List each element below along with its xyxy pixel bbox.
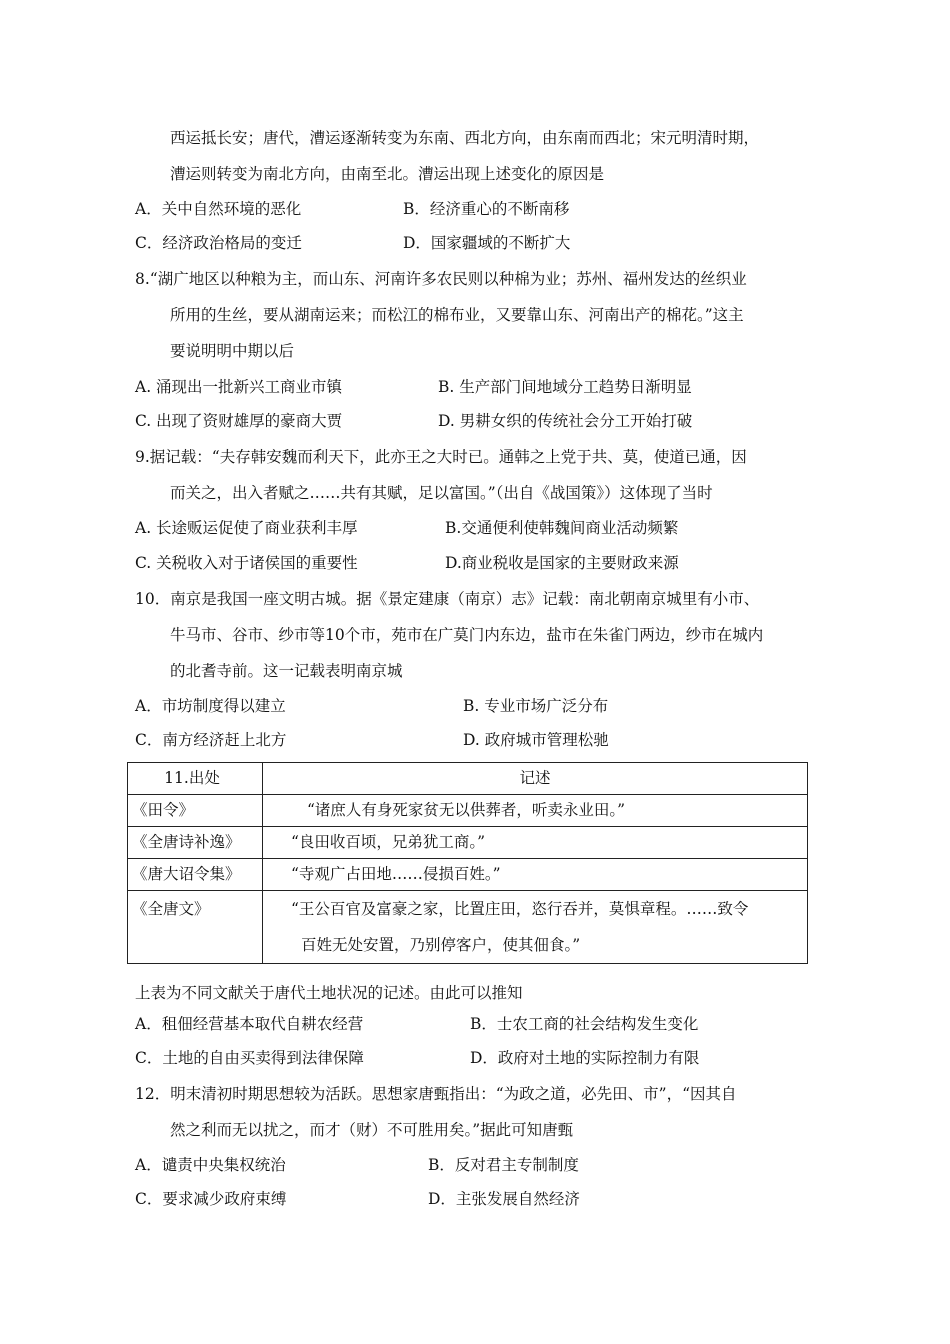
q10-stem-line2: 牛马市、谷市、纱市等10个市，苑市在广莫门内东边，盐市在朱雀门两边，纱市在城内 [170, 626, 764, 644]
q10-option-d: D. 政府城市管理松驰 [463, 731, 609, 749]
q7-option-a: A．关中自然环境的恶化 [135, 200, 302, 218]
q11-option-c: C．土地的自由买卖得到法律保障 [135, 1049, 364, 1067]
row-record [263, 891, 808, 964]
q7-stem-line2: 漕运则转变为南北方向，由南至北。漕运出现上述变化的原因是 [170, 165, 605, 183]
q11-option-b: B．士农工商的社会结构发生变化 [470, 1015, 699, 1033]
row-record-line2: 百姓无处安置，乃别停客户，使其佃食。” [301, 936, 581, 954]
q8-stem-line2: 所用的生丝，要从湖南运来；而松江的棉布业，又要靠山东、河南出产的棉花。”这主 [170, 306, 744, 324]
q9-option-b: B.交通便利使韩魏间商业活动频繁 [445, 519, 679, 537]
q7-stem-line1: 西运抵长安；唐代，漕运逐渐转变为东南、西北方向，由东南而西北；宋元明清时期， [170, 129, 760, 147]
row-source: 《全唐诗补逸》 [128, 827, 263, 859]
q9-option-d: D.商业税收是国家的主要财政来源 [445, 554, 679, 572]
q7-option-c: C．经济政治格局的变迁 [135, 234, 302, 252]
row-source: 《全唐文》 [128, 891, 263, 964]
q8-stem-line1: 8.“湖广地区以种粮为主，而山东、河南许多农民则以种棉为业；苏州、福州发达的丝织业 [135, 270, 747, 288]
row-record: “良田收百顷，兄弟犹工商。” [263, 827, 808, 859]
table-row [128, 795, 808, 827]
q8-option-c: C. 出现了资财雄厚的豪商大贾 [135, 412, 343, 430]
row-record-line1: “王公百官及富豪之家，比置庄田，恣行吞并，莫惧章程。……致令 [291, 900, 749, 918]
q10-option-a: A．市坊制度得以建立 [135, 697, 286, 715]
q8-option-b: B. 生产部门间地域分工趋势日渐明显 [438, 378, 692, 396]
q12-option-d: D．主张发展自然经济 [428, 1190, 580, 1208]
q7-option-b: B．经济重心的不断南移 [403, 200, 570, 218]
q12-stem-line1: 12．明末清初时期思想较为活跃。思想家唐甄指出：“为政之道，必先田、市”，“因其自 [135, 1085, 737, 1103]
header-record: 记述 [263, 763, 808, 795]
table-header-row [128, 763, 808, 795]
q8-stem-line3: 要说明明中期以后 [170, 342, 295, 360]
q9-stem-line1: 9.据记载：“夫存韩安魏而利天下，此亦王之大时已。通韩之上党于共、莫，使道已通，因 [135, 448, 747, 466]
q11-option-d: D．政府对土地的实际控制力有限 [470, 1049, 700, 1067]
row-record: “寺观广占田地……侵损百姓。” [263, 859, 808, 891]
q12-option-c: C．要求减少政府束缚 [135, 1190, 287, 1208]
q12-stem-line2: 然之利而无以扰之，而才（财）不可胜用矣。”据此可知唐甄 [170, 1121, 574, 1139]
q7-option-d: D．国家疆域的不断扩大 [403, 234, 571, 252]
q10-stem-line3: 的北耆寺前。这一记载表明南京城 [170, 662, 403, 680]
q10-option-b: B. 专业市场广泛分布 [463, 697, 609, 715]
q10-option-c: C．南方经济赶上北方 [135, 731, 287, 749]
table-row [128, 891, 808, 964]
table-row [128, 827, 808, 859]
q9-stem-line2: 而关之，出入者赋之……共有其赋，足以富国。”（出自《战国策》）这体现了当时 [170, 484, 713, 502]
q12-option-a: A．谴责中央集权统治 [135, 1156, 286, 1174]
q8-option-d: D. 男耕女织的传统社会分工开始打破 [438, 412, 693, 430]
row-source: 《唐大诏令集》 [128, 859, 263, 891]
row-record: “诸庶人有身死家贫无以供葬者，听卖永业田。” [263, 795, 808, 827]
q10-stem-line1: 10．南京是我国一座文明古城。据《景定建康（南京）志》记载：南北朝南京城里有小市、 [135, 590, 760, 608]
q11-stem: 上表为不同文献关于唐代土地状况的记述。由此可以推知 [135, 984, 523, 1002]
q9-option-c: C. 关税收入对于诸侯国的重要性 [135, 554, 358, 572]
q11-table [127, 762, 808, 964]
header-source: 11.出处 [128, 763, 263, 795]
q9-option-a: A. 长途贩运促使了商业获利丰厚 [135, 519, 358, 537]
q11-option-a: A．租佃经营基本取代自耕农经营 [135, 1015, 364, 1033]
table-row [128, 859, 808, 891]
q8-option-a: A. 涌现出一批新兴工商业市镇 [135, 378, 343, 396]
q12-option-b: B．反对君主专制制度 [428, 1156, 579, 1174]
row-source: 《田令》 [128, 795, 263, 827]
